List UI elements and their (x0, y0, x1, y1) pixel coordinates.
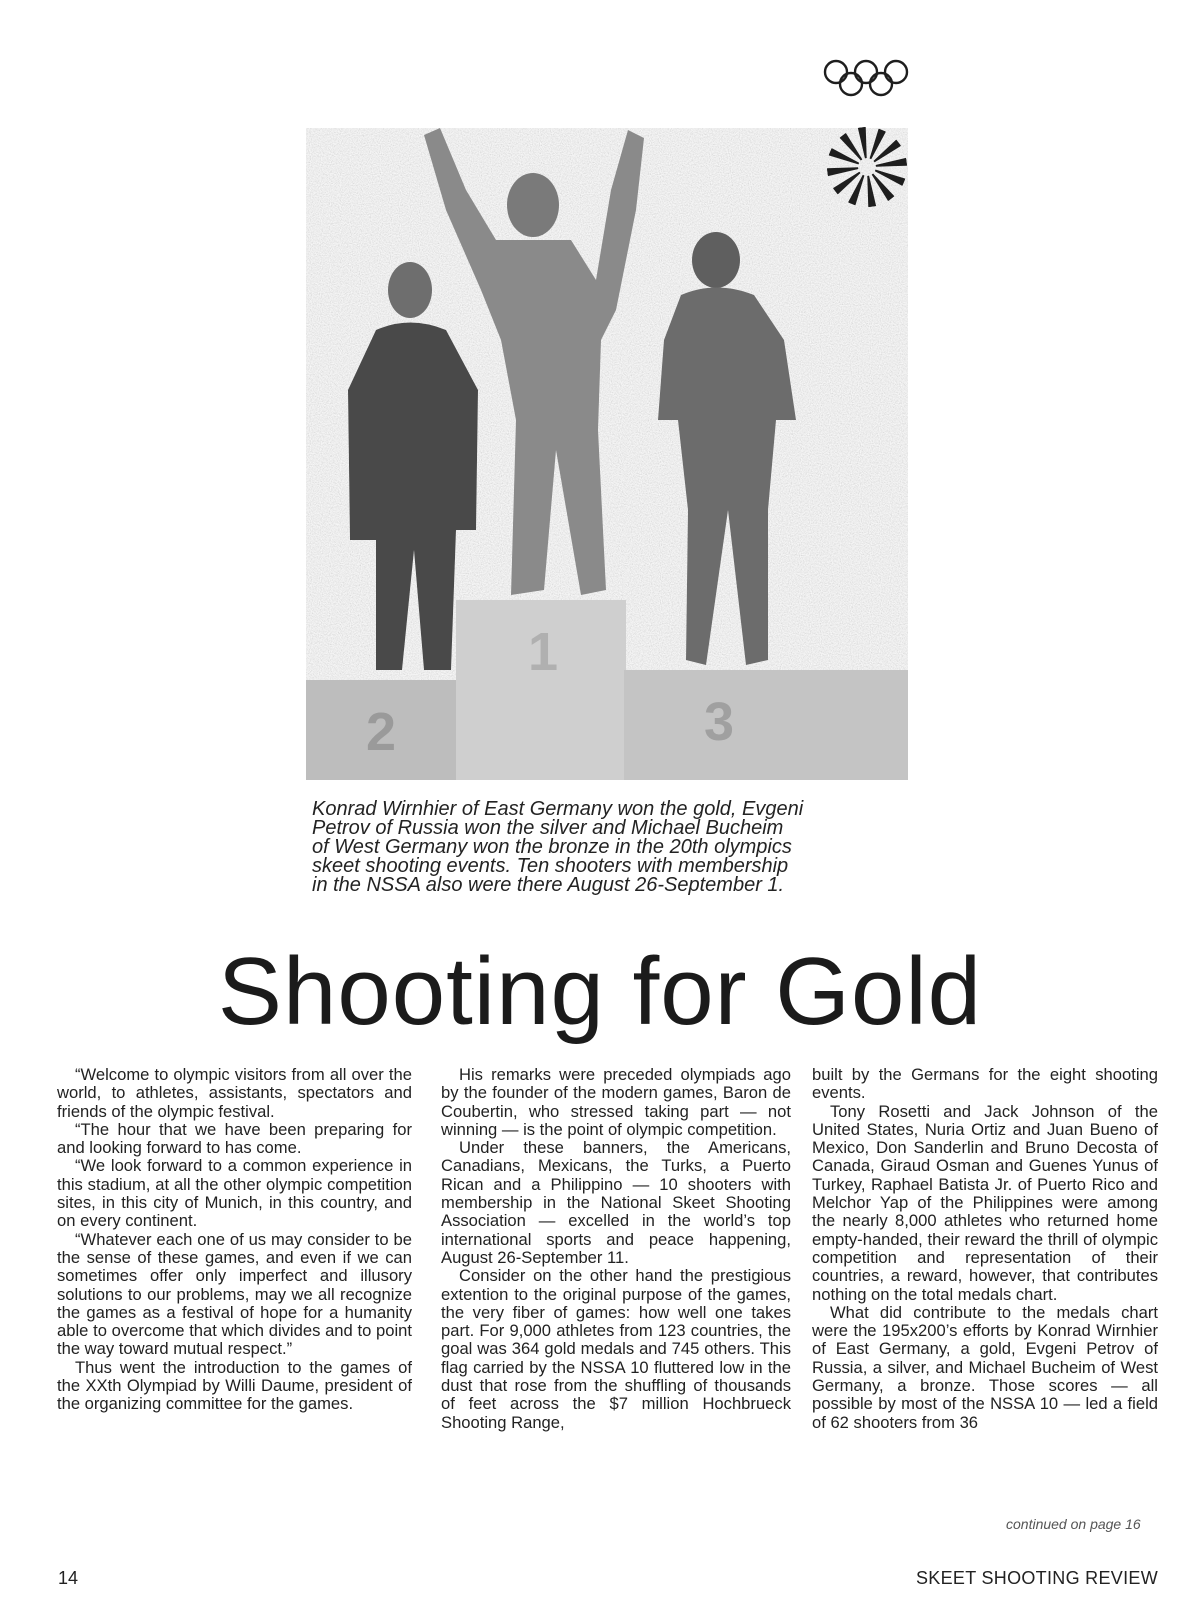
caption-line: Petrov of Russia won the silver and Michael Bucheim (312, 817, 784, 839)
caption-line: in the NSSA also were there August 26-September 1. (312, 874, 785, 896)
paragraph: built by the Germans for the eight shooting events. (812, 1065, 1158, 1103)
paragraph: His remarks were preceded olympiads ago by the founder of the modern games, Baron de Coubertin, who stressed taking part — not winning — is the point of olympic competition. (441, 1065, 791, 1139)
podium-number-1: 1 (528, 622, 559, 682)
continued-note: continued on page 16 (1006, 1516, 1141, 1532)
sunburst-ray (858, 127, 869, 159)
paragraph: “The hour that we have been preparing for and looking forward to has come. (57, 1119, 412, 1158)
munich-sunburst-emblem-icon (824, 124, 910, 210)
photo-caption (312, 800, 932, 895)
sunburst-ray (865, 175, 876, 207)
article-column-1 (57, 1066, 412, 1414)
article-column-2 (441, 1066, 791, 1432)
publication-name: SKEET SHOOTING REVIEW (915, 1568, 1158, 1588)
caption-line: of West Germany won the bronze in the 20th olympics (312, 836, 792, 858)
caption-line: skeet shooting events. Ten shooters with membership (312, 855, 789, 877)
podium-number-2: 2 (366, 702, 397, 762)
podium-photo (306, 90, 908, 780)
paragraph: “We look forward to a common experience in this stadium, at all the other olympic competition sites, in this city of Munich, in this country, and on every continent. (57, 1156, 412, 1231)
paragraph: Under these banners, the Americans, Canadians, Mexicans, the Turks, a Puerto Rican and a Philippino — 10 shooters with membership in the National Skeet Shooting Association — excelled in the world’s top international sports and peace happening, August 26-September 11. (441, 1138, 791, 1267)
paragraph: Tony Rosetti and Jack Johnson of the United States, Nuria Ortiz and Juan Bueno of Mexico, Don Sanderlin and Bruno Decosta of Canada, Giraud Osman and Guenes Yunus of Turkey, Raphael Batista Jr. of Puerto Rico and Melchor Yap of the Philippines were among the nearly 8,000 athletes who returned home empty-handed, their reward the thrill of olympic competition and representation of their countries, a reward, however, that contributes nothing on the total medals chart. (812, 1101, 1158, 1304)
article-column-3 (812, 1066, 1158, 1432)
sunburst-ray (827, 165, 859, 176)
podium-number-3: 3 (704, 692, 735, 752)
article-headline: Shooting for Gold (217, 938, 983, 1045)
podium-block-third (624, 670, 908, 780)
olympic-rings-icon (822, 58, 910, 100)
paragraph: “Welcome to olympic visitors from all over the world, to athletes, assistants, spectators and friends of the olympic festival. (57, 1065, 412, 1121)
bronze-medalist (658, 232, 796, 665)
page-number: 14 (58, 1568, 79, 1588)
paragraph: Consider on the other hand the prestigious extention to the original purpose of the games, the very fiber of games: how well one takes part. For 9,000 athletes from 123 countries, the goal was 364 gold medals and 745 others. This flag carried by the NSSA 10 fluttered low in the dust that rose from the shuffling of thousands of feet across the $7 million Hochbrueck Shooting Range, (441, 1266, 791, 1432)
caption-line: Konrad Wirnhier of East Germany won the gold, Evgeni (312, 798, 804, 820)
paragraph: Thus went the introduction to the games of the XXth Olympiad by Willi Daume, president of the organizing committee for the games. (57, 1357, 412, 1414)
paragraph: What did contribute to the medals chart were the 195x200’s efforts by Konrad Wirnhier of East Germany, a gold, Evgeni Petrov of Russia, a silver, and Michael Bucheim of West Germany, a bronze. Those scores — all possible by most of the NSSA 10 — led a field of 62 shooters from 36 (812, 1302, 1158, 1432)
paragraph: “Whatever each one of us may consider to be the sense of these games, and even if we can sometimes offer only imperfect and illusory solutions to our problems, may we all recognize the games as a festival of hope for a humanity able to overcome that which divides and to point the way toward mutual respect.” (57, 1229, 412, 1359)
